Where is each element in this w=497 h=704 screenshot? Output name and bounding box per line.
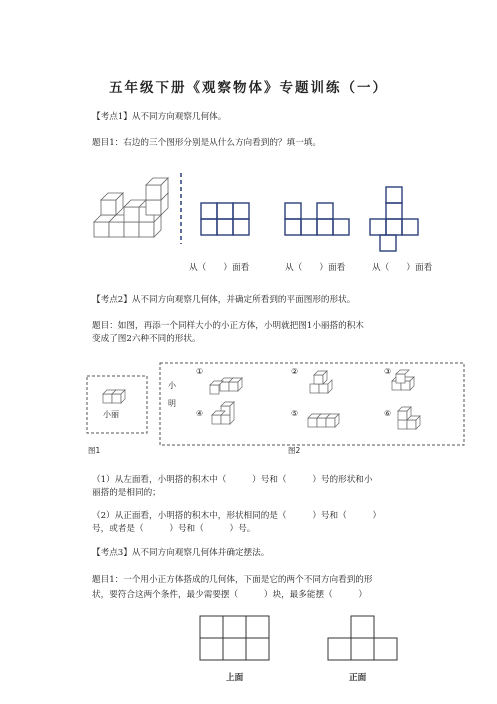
top-view-label: 上面 (226, 673, 244, 683)
marker-2: ② (291, 367, 299, 376)
marker-4: ④ (196, 409, 204, 418)
marker-1: ① (196, 367, 204, 376)
view-caption-a: 从（ ）面看 (189, 263, 250, 273)
figure-2-caption: 图2 (288, 446, 301, 455)
key-point-2: 【考点2】从不同方向观察几何体，并确定所看到的平面图形的形状。 (92, 295, 356, 305)
view-caption-b: 从（ ）面看 (285, 263, 346, 273)
front-view-grid (328, 616, 397, 660)
question-1: 题目1：右边的三个图形分别是从什么方向看到的？填一填。 (92, 138, 321, 148)
question-2-line-2: 变成了图2六种不同的形状。 (92, 334, 201, 344)
key-point-3: 【考点3】从不同方向观察几何体并确定摆法。 (92, 548, 270, 558)
question-3-line-1: 题目1：一个用小正方体搭成的几何体，下面是它的两个不同方向看到的形 (92, 575, 373, 585)
sub-question-2-line-2: 号，或者是（ ）号和（ ）号。 (92, 524, 256, 534)
marker-5: ⑤ (291, 409, 299, 418)
question-2-line-1: 题目：如图，再添一个同样大小的小正方体，小明就把图1小丽搭的积木 (92, 321, 364, 331)
top-view-grid (200, 616, 269, 660)
xiaoming-label-2: 明 (168, 399, 176, 408)
front-view-label: 正面 (349, 673, 367, 683)
page-title: 五年级下册《观察物体》专题训练（一） (109, 80, 388, 96)
view-caption-c: 从（ ）面看 (372, 263, 433, 273)
xiaoming-label-1: 小 (168, 381, 176, 390)
marker-6: ⑥ (384, 409, 392, 418)
key-point-1: 【考点1】从不同方向观察几何体。 (92, 112, 227, 122)
marker-3: ③ (384, 367, 392, 376)
figure-1-caption: 图1 (88, 446, 101, 455)
sub-question-1-line-2: 丽搭的是相同的； (92, 488, 161, 498)
sub-question-2-line-1: （2）从正面看，小明搭的积木中，形状相同的是（ ）号和（ ） (92, 511, 382, 521)
xiaoli-label: 小丽 (103, 410, 119, 419)
question-3-line-2: 状，要符合这两个条件，最少需要摆（ ）块，最多能摆（ ） (92, 590, 368, 600)
sub-question-1-line-1: （1）从左面看，小明搭的积木中（ ）号和（ ）号的形状和小 (92, 475, 373, 485)
